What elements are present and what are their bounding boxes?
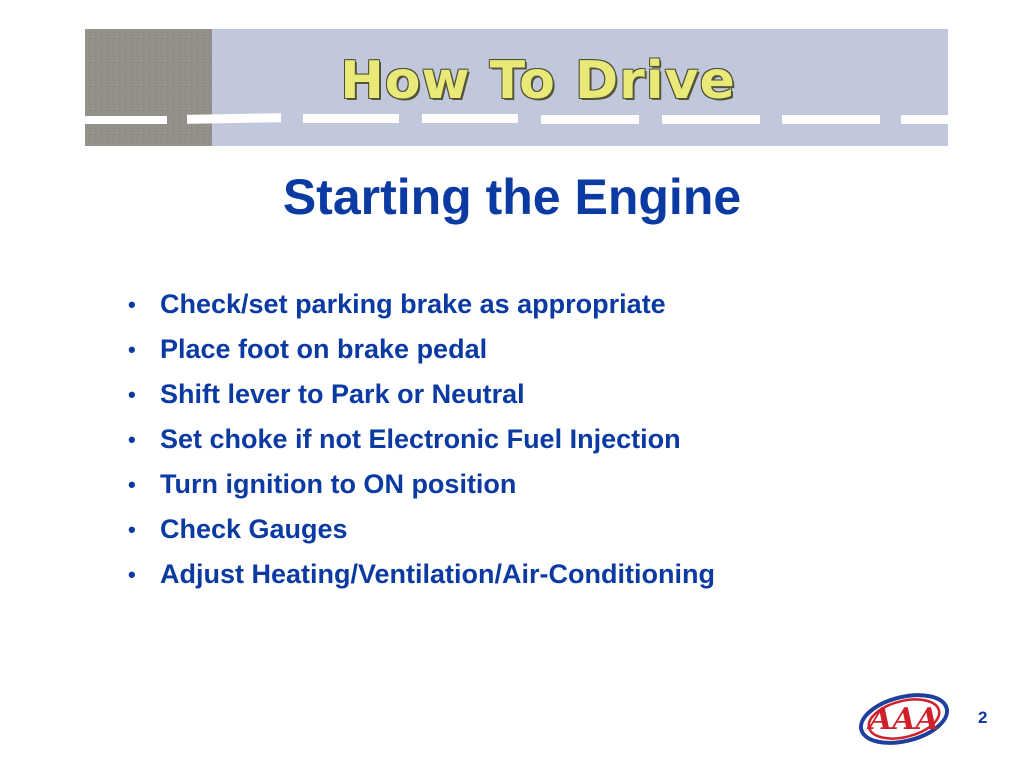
slide-title: Starting the Engine xyxy=(282,169,742,225)
aaa-logo-icon xyxy=(848,686,966,752)
aaa-logo xyxy=(848,686,966,752)
bullet-text: Check/set parking brake as appropriate xyxy=(160,289,666,319)
bullet-item xyxy=(122,417,715,462)
bullet-text: Set choke if not Electronic Fuel Injection xyxy=(160,424,681,454)
bullet-item xyxy=(122,327,715,372)
logo-text: AAA xyxy=(869,702,939,737)
banner-title: How To Drive xyxy=(340,51,736,111)
bullet-marker: • xyxy=(128,382,136,407)
bullet-marker: • xyxy=(128,427,136,452)
bullet-text: Turn ignition to ON position xyxy=(160,469,517,499)
bullet-text: Adjust Heating/Ventilation/Air-Conditioning xyxy=(160,559,715,589)
bullet-text: Shift lever to Park or Neutral xyxy=(160,379,525,409)
bullet-marker: • xyxy=(128,472,136,497)
bullet-marker: • xyxy=(128,292,136,317)
bullet-marker: • xyxy=(128,562,136,587)
bullet-item xyxy=(122,462,715,507)
page-number: 2 xyxy=(978,708,988,727)
bullet-item xyxy=(122,372,715,417)
bullet-marker: • xyxy=(128,337,136,362)
bullet-item xyxy=(122,282,715,327)
how-to-drive-banner xyxy=(85,29,948,146)
bullet-text: Check Gauges xyxy=(160,514,348,544)
bullet-list xyxy=(122,282,715,597)
bullet-marker: • xyxy=(128,517,136,542)
bullet-text: Place foot on brake pedal xyxy=(160,334,488,364)
bullet-item xyxy=(122,507,715,552)
bullet-item xyxy=(122,552,715,597)
